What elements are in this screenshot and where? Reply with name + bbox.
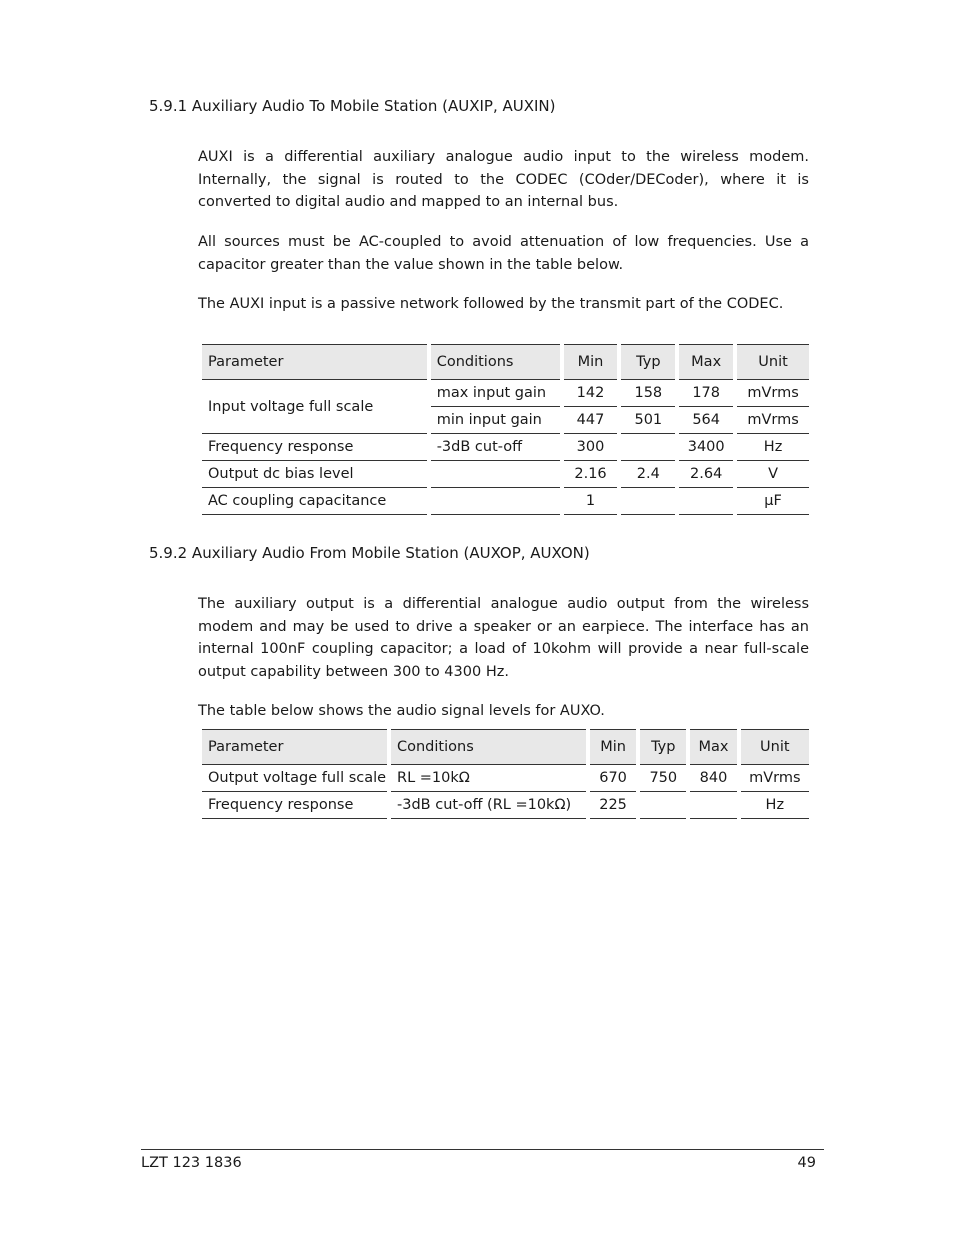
cell-cond: max input gain — [431, 380, 560, 407]
paragraph-ac-coupling: All sources must be AC-coupled to avoid attenuation of low frequencies. Use a capacitor greater than the value shown in the table below. — [198, 234, 809, 273]
cell-param: Input voltage full scale — [202, 380, 427, 434]
section-heading-5-9-2: 5.9.2 Auxiliary Audio From Mobile Station (AUXOP, AUXON) — [149, 544, 590, 562]
paragraph-auxi-network: The AUXI input is a passive network followed by the transmit part of the CODEC. — [198, 296, 784, 312]
cell-typ: 501 — [621, 407, 675, 434]
header-parameter: Parameter — [202, 344, 427, 380]
cell-unit: mVrms — [737, 407, 809, 434]
table-row — [202, 765, 809, 792]
cell-max: 3400 — [679, 434, 733, 461]
cell-max — [690, 792, 736, 819]
cell-typ: 2.4 — [621, 461, 675, 488]
header-unit: Unit — [737, 344, 809, 380]
cell-typ: 750 — [640, 765, 686, 792]
header-typ: Typ — [640, 729, 686, 765]
table-row — [202, 461, 809, 488]
header-min: Min — [590, 729, 636, 765]
cell-typ: 158 — [621, 380, 675, 407]
table-header-row — [202, 344, 809, 380]
header-typ: Typ — [621, 344, 675, 380]
cell-unit: V — [737, 461, 809, 488]
header-unit: Unit — [741, 729, 809, 765]
cell-cond: -3dB cut-off (RL =10kΩ) — [391, 792, 586, 819]
cell-min: 142 — [564, 380, 618, 407]
table-row — [202, 434, 809, 461]
cell-typ — [621, 434, 675, 461]
cell-cond — [431, 488, 560, 515]
cell-min: 447 — [564, 407, 618, 434]
paragraph-auxo-description: The auxiliary output is a differential analogue audio output from the wireless modem and may be used to drive a speaker or an earpiece. The interface has an internal 100nF coupling capacitor; a load of 10kohm will provide a near full-scale output capability between 300 to 4300 Hz. — [198, 596, 809, 680]
cell-param: Output dc bias level — [202, 461, 427, 488]
cell-min: 2.16 — [564, 461, 618, 488]
cell-max: 2.64 — [679, 461, 733, 488]
table-row — [202, 792, 809, 819]
cell-min: 670 — [590, 765, 636, 792]
cell-unit: Hz — [741, 792, 809, 819]
table-row — [202, 380, 809, 407]
header-min: Min — [564, 344, 618, 380]
cell-param: Output voltage full scale — [202, 765, 387, 792]
cell-param: Frequency response — [202, 792, 387, 819]
header-conditions: Conditions — [391, 729, 586, 765]
section-heading-5-9-1: 5.9.1 Auxiliary Audio To Mobile Station (AUXIP, AUXIN) — [149, 97, 556, 115]
cell-max: 564 — [679, 407, 733, 434]
cell-cond: -3dB cut-off — [431, 434, 560, 461]
cell-max: 178 — [679, 380, 733, 407]
paragraph-auxi-description: AUXI is a differential auxiliary analogue audio input to the wireless modem. Internally, the signal is routed to the CODEC (COder/DECoder), where it is converted to digital audio and mapped to an internal bus. — [198, 149, 809, 210]
cell-min: 1 — [564, 488, 618, 515]
cell-min: 300 — [564, 434, 618, 461]
cell-cond — [431, 461, 560, 488]
cell-max: 840 — [690, 765, 736, 792]
cell-param: Frequency response — [202, 434, 427, 461]
table-header-row — [202, 729, 809, 765]
paragraph-auxo-levels: The table below shows the audio signal levels for AUXO. — [198, 703, 605, 719]
auxo-spec-table — [198, 729, 813, 819]
cell-unit: Hz — [737, 434, 809, 461]
header-parameter: Parameter — [202, 729, 387, 765]
cell-unit: mVrms — [741, 765, 809, 792]
cell-cond: min input gain — [431, 407, 560, 434]
cell-typ — [621, 488, 675, 515]
auxi-spec-table — [198, 344, 813, 515]
table-row — [202, 488, 809, 515]
cell-unit: mVrms — [737, 380, 809, 407]
cell-cond: RL =10kΩ — [391, 765, 586, 792]
cell-min: 225 — [590, 792, 636, 819]
header-conditions: Conditions — [431, 344, 560, 380]
footer-page-number: 49 — [797, 1155, 816, 1171]
cell-max — [679, 488, 733, 515]
footer-divider — [141, 1149, 824, 1150]
cell-typ — [640, 792, 686, 819]
cell-unit: µF — [737, 488, 809, 515]
footer-doc-number: LZT 123 1836 — [141, 1155, 242, 1171]
header-max: Max — [679, 344, 733, 380]
header-max: Max — [690, 729, 736, 765]
cell-param: AC coupling capacitance — [202, 488, 427, 515]
